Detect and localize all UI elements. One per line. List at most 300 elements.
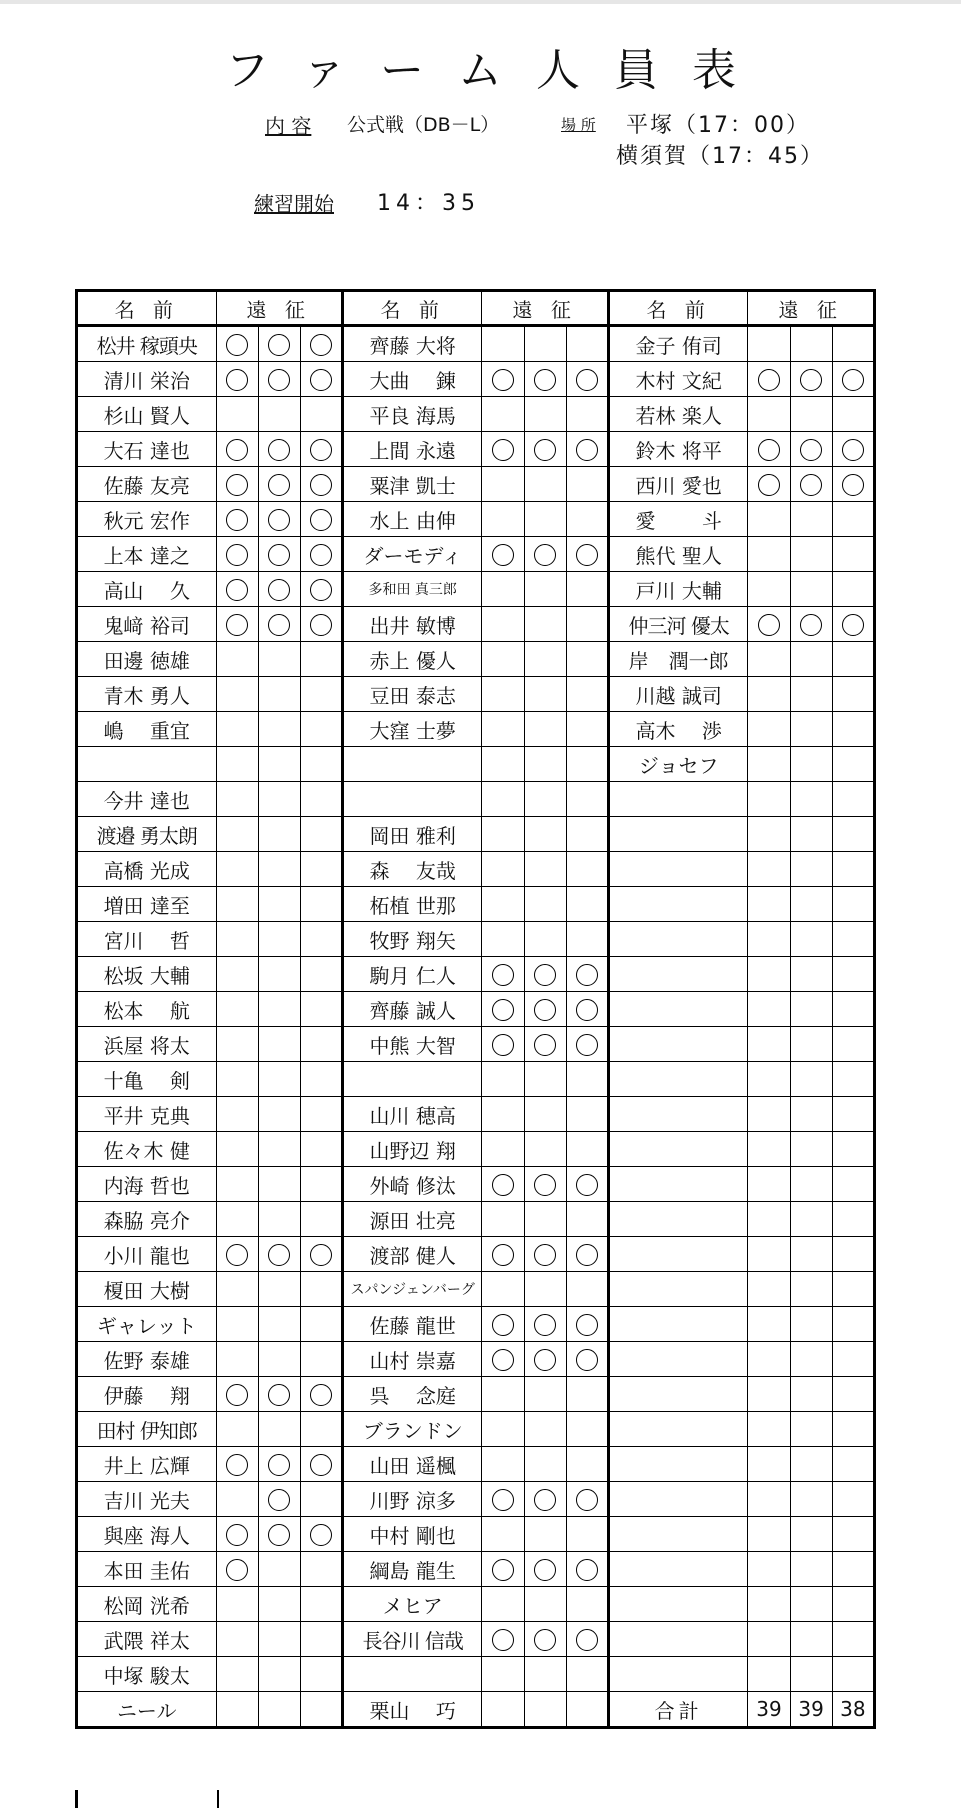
trip-mark-cell xyxy=(216,572,258,607)
trip-mark-cell xyxy=(216,782,258,817)
circle-mark-icon xyxy=(310,509,332,531)
circle-mark-icon xyxy=(534,439,556,461)
trip-mark-cell xyxy=(482,1202,524,1237)
circle-mark-icon xyxy=(268,1384,290,1406)
circle-mark-icon xyxy=(226,1524,248,1546)
trip-mark-cell xyxy=(216,1517,258,1552)
player-name: 金子 侑司 xyxy=(608,326,748,362)
trip-mark-cell xyxy=(258,432,300,467)
trip-mark-cell xyxy=(482,1027,524,1062)
trip-mark-cell xyxy=(524,1202,566,1237)
trip-mark-cell xyxy=(482,607,524,642)
trip-mark-cell xyxy=(216,747,258,782)
circle-mark-icon xyxy=(534,1034,556,1056)
trip-mark-cell xyxy=(566,432,608,467)
table-row xyxy=(77,1062,875,1097)
trip-mark-cell xyxy=(300,362,342,397)
player-name xyxy=(342,1657,482,1692)
circle-mark-icon xyxy=(492,439,514,461)
trip-mark-cell xyxy=(566,782,608,817)
trip-mark-cell xyxy=(300,326,342,362)
circle-mark-icon xyxy=(226,1384,248,1406)
circle-mark-icon xyxy=(310,439,332,461)
trip-mark-cell xyxy=(832,1552,874,1587)
table-row xyxy=(77,1587,875,1622)
roster-table xyxy=(75,289,876,1729)
trip-mark-cell xyxy=(216,1412,258,1447)
trip-mark-cell xyxy=(524,1482,566,1517)
trip-mark-cell xyxy=(748,887,790,922)
player-name: 中塚 駿太 xyxy=(77,1657,217,1692)
trip-mark-cell xyxy=(790,782,832,817)
circle-mark-icon xyxy=(226,1559,248,1581)
player-name xyxy=(342,1062,482,1097)
trip-mark-cell xyxy=(300,502,342,537)
trip-mark-cell xyxy=(216,852,258,887)
trip-mark-cell xyxy=(216,326,258,362)
trip-mark-cell xyxy=(258,572,300,607)
trip-mark-cell xyxy=(216,1552,258,1587)
trip-mark-cell xyxy=(832,537,874,572)
player-name: 若林 楽人 xyxy=(608,397,748,432)
player-name: 森 友哉 xyxy=(342,852,482,887)
trip-mark-cell xyxy=(258,957,300,992)
trip-mark-cell xyxy=(300,1062,342,1097)
trip-mark-cell xyxy=(524,1097,566,1132)
trip-mark-cell xyxy=(790,432,832,467)
circle-mark-icon xyxy=(576,1629,598,1651)
trip-mark-cell xyxy=(832,1342,874,1377)
trip-mark-cell xyxy=(482,1552,524,1587)
trip-mark-cell xyxy=(258,642,300,677)
trip-mark-cell xyxy=(300,747,342,782)
player-name: 柘植 世那 xyxy=(342,887,482,922)
trip-mark-cell xyxy=(524,852,566,887)
trip-mark-cell xyxy=(482,1342,524,1377)
trip-mark-cell xyxy=(566,1272,608,1307)
player-name xyxy=(342,782,482,817)
trip-mark-cell xyxy=(790,1062,832,1097)
trip-mark-cell xyxy=(832,1517,874,1552)
trip-mark-cell xyxy=(748,1202,790,1237)
player-name xyxy=(608,1482,748,1517)
total-value: 38 xyxy=(832,1692,874,1728)
trip-mark-cell xyxy=(482,1482,524,1517)
trip-mark-cell xyxy=(482,922,524,957)
trip-mark-cell xyxy=(524,362,566,397)
trip-mark-cell xyxy=(790,1482,832,1517)
player-name xyxy=(608,1377,748,1412)
place-1: 平塚（17：00） xyxy=(626,113,810,138)
trip-mark-cell xyxy=(300,1482,342,1517)
table-row xyxy=(77,817,875,852)
circle-mark-icon xyxy=(576,1034,598,1056)
trip-mark-cell xyxy=(524,537,566,572)
trip-mark-cell xyxy=(258,1027,300,1062)
trip-mark-cell xyxy=(482,642,524,677)
circle-mark-icon xyxy=(492,964,514,986)
player-name xyxy=(608,1552,748,1587)
player-name: 清川 栄治 xyxy=(77,362,217,397)
trip-mark-cell xyxy=(300,1167,342,1202)
trip-mark-cell xyxy=(748,362,790,397)
player-name: 平良 海馬 xyxy=(342,397,482,432)
trip-mark-cell xyxy=(748,1342,790,1377)
player-name: 森脇 亮介 xyxy=(77,1202,217,1237)
player-name: 山野辺 翔 xyxy=(342,1132,482,1167)
trip-mark-cell xyxy=(524,467,566,502)
trip-mark-cell xyxy=(832,1657,874,1692)
trip-mark-cell xyxy=(300,887,342,922)
trip-mark-cell xyxy=(482,1272,524,1307)
trip-mark-cell xyxy=(524,712,566,747)
trip-mark-cell xyxy=(216,1377,258,1412)
trip-mark-cell xyxy=(790,1167,832,1202)
circle-mark-icon xyxy=(800,369,822,391)
trip-mark-cell xyxy=(832,1482,874,1517)
trip-mark-cell xyxy=(790,852,832,887)
player-name xyxy=(608,1447,748,1482)
trip-mark-cell xyxy=(790,1412,832,1447)
trip-mark-cell xyxy=(482,572,524,607)
trip-mark-cell xyxy=(566,467,608,502)
player-name: 宮川 哲 xyxy=(77,922,217,957)
table-tail xyxy=(75,1790,876,1808)
player-name: 外崎 修汰 xyxy=(342,1167,482,1202)
trip-mark-cell xyxy=(566,397,608,432)
trip-mark-cell xyxy=(524,1132,566,1167)
circle-mark-icon xyxy=(534,1559,556,1581)
table-row xyxy=(77,712,875,747)
trip-mark-cell xyxy=(832,1097,874,1132)
trip-mark-cell xyxy=(216,1587,258,1622)
trip-mark-cell xyxy=(524,642,566,677)
trip-mark-cell xyxy=(748,1272,790,1307)
name-header: 名 前 xyxy=(342,291,482,326)
trip-header: 遠 征 xyxy=(748,291,875,326)
player-name: 佐野 泰雄 xyxy=(77,1342,217,1377)
trip-mark-cell xyxy=(258,397,300,432)
trip-mark-cell xyxy=(566,887,608,922)
trip-mark-cell xyxy=(832,887,874,922)
player-name: 嶋 重宜 xyxy=(77,712,217,747)
trip-mark-cell xyxy=(258,1377,300,1412)
trip-mark-cell xyxy=(790,957,832,992)
player-name xyxy=(608,817,748,852)
player-name: 豆田 泰志 xyxy=(342,677,482,712)
trip-mark-cell xyxy=(748,572,790,607)
trip-mark-cell xyxy=(300,607,342,642)
trip-mark-cell xyxy=(482,1657,524,1692)
trip-mark-cell xyxy=(832,502,874,537)
trip-mark-cell xyxy=(790,1447,832,1482)
circle-mark-icon xyxy=(226,614,248,636)
trip-mark-cell xyxy=(300,1587,342,1622)
player-name xyxy=(608,1237,748,1272)
circle-mark-icon xyxy=(576,1559,598,1581)
circle-mark-icon xyxy=(310,369,332,391)
trip-mark-cell xyxy=(790,1307,832,1342)
trip-mark-cell xyxy=(216,502,258,537)
trip-mark-cell xyxy=(482,1307,524,1342)
trip-mark-cell xyxy=(482,817,524,852)
trip-mark-cell xyxy=(524,1062,566,1097)
trip-mark-cell xyxy=(524,1272,566,1307)
circle-mark-icon xyxy=(492,544,514,566)
trip-mark-cell xyxy=(258,467,300,502)
trip-mark-cell xyxy=(300,1342,342,1377)
player-name: ニール xyxy=(77,1692,217,1728)
trip-mark-cell xyxy=(482,1097,524,1132)
trip-mark-cell xyxy=(258,1587,300,1622)
trip-mark-cell xyxy=(482,852,524,887)
trip-mark-cell xyxy=(524,607,566,642)
table-row xyxy=(77,852,875,887)
player-name: 岸 潤一郎 xyxy=(608,642,748,677)
trip-mark-cell xyxy=(216,677,258,712)
trip-mark-cell xyxy=(748,677,790,712)
circle-mark-icon xyxy=(226,509,248,531)
trip-mark-cell xyxy=(482,712,524,747)
trip-mark-cell xyxy=(300,1307,342,1342)
trip-mark-cell xyxy=(216,1062,258,1097)
trip-mark-cell xyxy=(216,1482,258,1517)
trip-mark-cell xyxy=(566,1027,608,1062)
trip-mark-cell xyxy=(748,992,790,1027)
trip-mark-cell xyxy=(258,1062,300,1097)
player-name: 中熊 大智 xyxy=(342,1027,482,1062)
table-row xyxy=(77,326,875,362)
trip-mark-cell xyxy=(300,712,342,747)
trip-mark-cell xyxy=(566,1657,608,1692)
trip-mark-cell xyxy=(790,1622,832,1657)
trip-mark-cell xyxy=(482,1237,524,1272)
trip-mark-cell xyxy=(832,1447,874,1482)
player-name: 呉 念庭 xyxy=(342,1377,482,1412)
player-name: 水上 由伸 xyxy=(342,502,482,537)
trip-header: 遠 征 xyxy=(216,291,342,326)
trip-mark-cell xyxy=(258,1482,300,1517)
trip-mark-cell xyxy=(482,677,524,712)
trip-mark-cell xyxy=(216,922,258,957)
trip-mark-cell xyxy=(748,817,790,852)
circle-mark-icon xyxy=(268,1244,290,1266)
trip-mark-cell xyxy=(566,1342,608,1377)
circle-mark-icon xyxy=(492,1314,514,1336)
trip-mark-cell xyxy=(258,1097,300,1132)
trip-mark-cell xyxy=(748,397,790,432)
trip-mark-cell xyxy=(300,537,342,572)
table-row xyxy=(77,1377,875,1412)
trip-mark-cell xyxy=(258,502,300,537)
trip-mark-cell xyxy=(832,1167,874,1202)
trip-mark-cell xyxy=(258,1517,300,1552)
trip-mark-cell xyxy=(482,1517,524,1552)
circle-mark-icon xyxy=(268,509,290,531)
trip-mark-cell xyxy=(258,1412,300,1447)
trip-mark-cell xyxy=(300,1272,342,1307)
circle-mark-icon xyxy=(310,1384,332,1406)
trip-mark-cell xyxy=(524,1307,566,1342)
table-row xyxy=(77,1412,875,1447)
player-name: 大曲 錬 xyxy=(342,362,482,397)
trip-mark-cell xyxy=(566,362,608,397)
trip-mark-cell xyxy=(748,1482,790,1517)
trip-mark-cell xyxy=(566,1307,608,1342)
table-row xyxy=(77,1097,875,1132)
table-row xyxy=(77,1447,875,1482)
trip-mark-cell xyxy=(300,1097,342,1132)
top-edge xyxy=(0,0,961,4)
player-name: 高木 渉 xyxy=(608,712,748,747)
player-name xyxy=(608,1622,748,1657)
circle-mark-icon xyxy=(534,1629,556,1651)
player-name xyxy=(342,747,482,782)
player-name xyxy=(608,1272,748,1307)
circle-mark-icon xyxy=(268,544,290,566)
trip-mark-cell xyxy=(748,1587,790,1622)
trip-mark-cell xyxy=(482,1587,524,1622)
player-name: 増田 達至 xyxy=(77,887,217,922)
trip-mark-cell xyxy=(748,502,790,537)
trip-mark-cell xyxy=(832,747,874,782)
trip-mark-cell xyxy=(216,1202,258,1237)
trip-mark-cell xyxy=(748,1097,790,1132)
trip-mark-cell xyxy=(258,1692,300,1728)
trip-mark-cell xyxy=(790,642,832,677)
trip-mark-cell xyxy=(258,992,300,1027)
table-row xyxy=(77,642,875,677)
player-name: 山村 崇嘉 xyxy=(342,1342,482,1377)
trip-mark-cell xyxy=(258,1552,300,1587)
table-row xyxy=(77,1622,875,1657)
trip-mark-cell xyxy=(482,502,524,537)
trip-mark-cell xyxy=(482,887,524,922)
trip-mark-cell xyxy=(300,677,342,712)
trip-mark-cell xyxy=(258,537,300,572)
trip-mark-cell xyxy=(216,957,258,992)
player-name: 鈴木 将平 xyxy=(608,432,748,467)
player-name: 松坂 大輔 xyxy=(77,957,217,992)
trip-mark-cell xyxy=(482,1132,524,1167)
player-name: 本田 圭佑 xyxy=(77,1552,217,1587)
trip-mark-cell xyxy=(482,1692,524,1728)
trip-mark-cell xyxy=(300,1412,342,1447)
trip-mark-cell xyxy=(748,1307,790,1342)
trip-mark-cell xyxy=(258,1342,300,1377)
trip-mark-cell xyxy=(748,1622,790,1657)
player-name: 浜屋 将太 xyxy=(77,1027,217,1062)
table-row xyxy=(77,1482,875,1517)
trip-mark-cell xyxy=(300,817,342,852)
table-row xyxy=(77,502,875,537)
circle-mark-icon xyxy=(576,1174,598,1196)
trip-mark-cell xyxy=(216,1237,258,1272)
trip-mark-cell xyxy=(524,1552,566,1587)
player-name: 戸川 大輔 xyxy=(608,572,748,607)
player-name xyxy=(608,782,748,817)
trip-mark-cell xyxy=(790,992,832,1027)
table-row xyxy=(77,467,875,502)
trip-mark-cell xyxy=(482,467,524,502)
trip-mark-cell xyxy=(790,1587,832,1622)
player-name: 齊藤 大将 xyxy=(342,326,482,362)
trip-mark-cell xyxy=(748,642,790,677)
table-row xyxy=(77,957,875,992)
trip-mark-cell xyxy=(258,712,300,747)
player-name: 山田 遥楓 xyxy=(342,1447,482,1482)
trip-mark-cell xyxy=(566,502,608,537)
circle-mark-icon xyxy=(492,999,514,1021)
trip-mark-cell xyxy=(524,572,566,607)
player-name: 西川 愛也 xyxy=(608,467,748,502)
table-row xyxy=(77,1657,875,1692)
player-name xyxy=(608,1412,748,1447)
trip-mark-cell xyxy=(566,1062,608,1097)
trip-mark-cell xyxy=(524,957,566,992)
trip-mark-cell xyxy=(482,1412,524,1447)
player-name: 仲三河 優太 xyxy=(608,607,748,642)
trip-mark-cell xyxy=(748,922,790,957)
trip-mark-cell xyxy=(216,1132,258,1167)
trip-mark-cell xyxy=(216,817,258,852)
trip-mark-cell xyxy=(300,922,342,957)
trip-mark-cell xyxy=(482,1167,524,1202)
trip-mark-cell xyxy=(482,1447,524,1482)
player-name: 大石 達也 xyxy=(77,432,217,467)
circle-mark-icon xyxy=(576,964,598,986)
trip-mark-cell xyxy=(566,852,608,887)
trip-mark-cell xyxy=(790,1552,832,1587)
trip-mark-cell xyxy=(524,887,566,922)
trip-mark-cell xyxy=(566,712,608,747)
trip-mark-cell xyxy=(216,432,258,467)
trip-mark-cell xyxy=(300,1132,342,1167)
player-name xyxy=(608,887,748,922)
trip-mark-cell xyxy=(258,747,300,782)
trip-mark-cell xyxy=(790,607,832,642)
circle-mark-icon xyxy=(534,1349,556,1371)
trip-mark-cell xyxy=(566,1377,608,1412)
circle-mark-icon xyxy=(576,999,598,1021)
trip-mark-cell xyxy=(832,677,874,712)
trip-mark-cell xyxy=(832,922,874,957)
trip-mark-cell xyxy=(300,1237,342,1272)
trip-mark-cell xyxy=(300,572,342,607)
trip-mark-cell xyxy=(566,817,608,852)
trip-mark-cell xyxy=(748,1657,790,1692)
player-name: 愛 斗 xyxy=(608,502,748,537)
player-name: 田村 伊知郎 xyxy=(77,1412,217,1447)
table-row xyxy=(77,1307,875,1342)
player-name: ブランドン xyxy=(342,1412,482,1447)
player-name xyxy=(77,747,217,782)
player-name: 青木 勇人 xyxy=(77,677,217,712)
trip-mark-cell xyxy=(482,362,524,397)
player-name xyxy=(608,1657,748,1692)
circle-mark-icon xyxy=(226,369,248,391)
trip-mark-cell xyxy=(258,326,300,362)
trip-mark-cell xyxy=(790,747,832,782)
trip-mark-cell xyxy=(482,1062,524,1097)
trip-mark-cell xyxy=(790,922,832,957)
trip-mark-cell xyxy=(482,432,524,467)
player-name: 小川 龍也 xyxy=(77,1237,217,1272)
trip-mark-cell xyxy=(832,712,874,747)
player-name: 上間 永遠 xyxy=(342,432,482,467)
trip-mark-cell xyxy=(258,362,300,397)
trip-mark-cell xyxy=(748,432,790,467)
